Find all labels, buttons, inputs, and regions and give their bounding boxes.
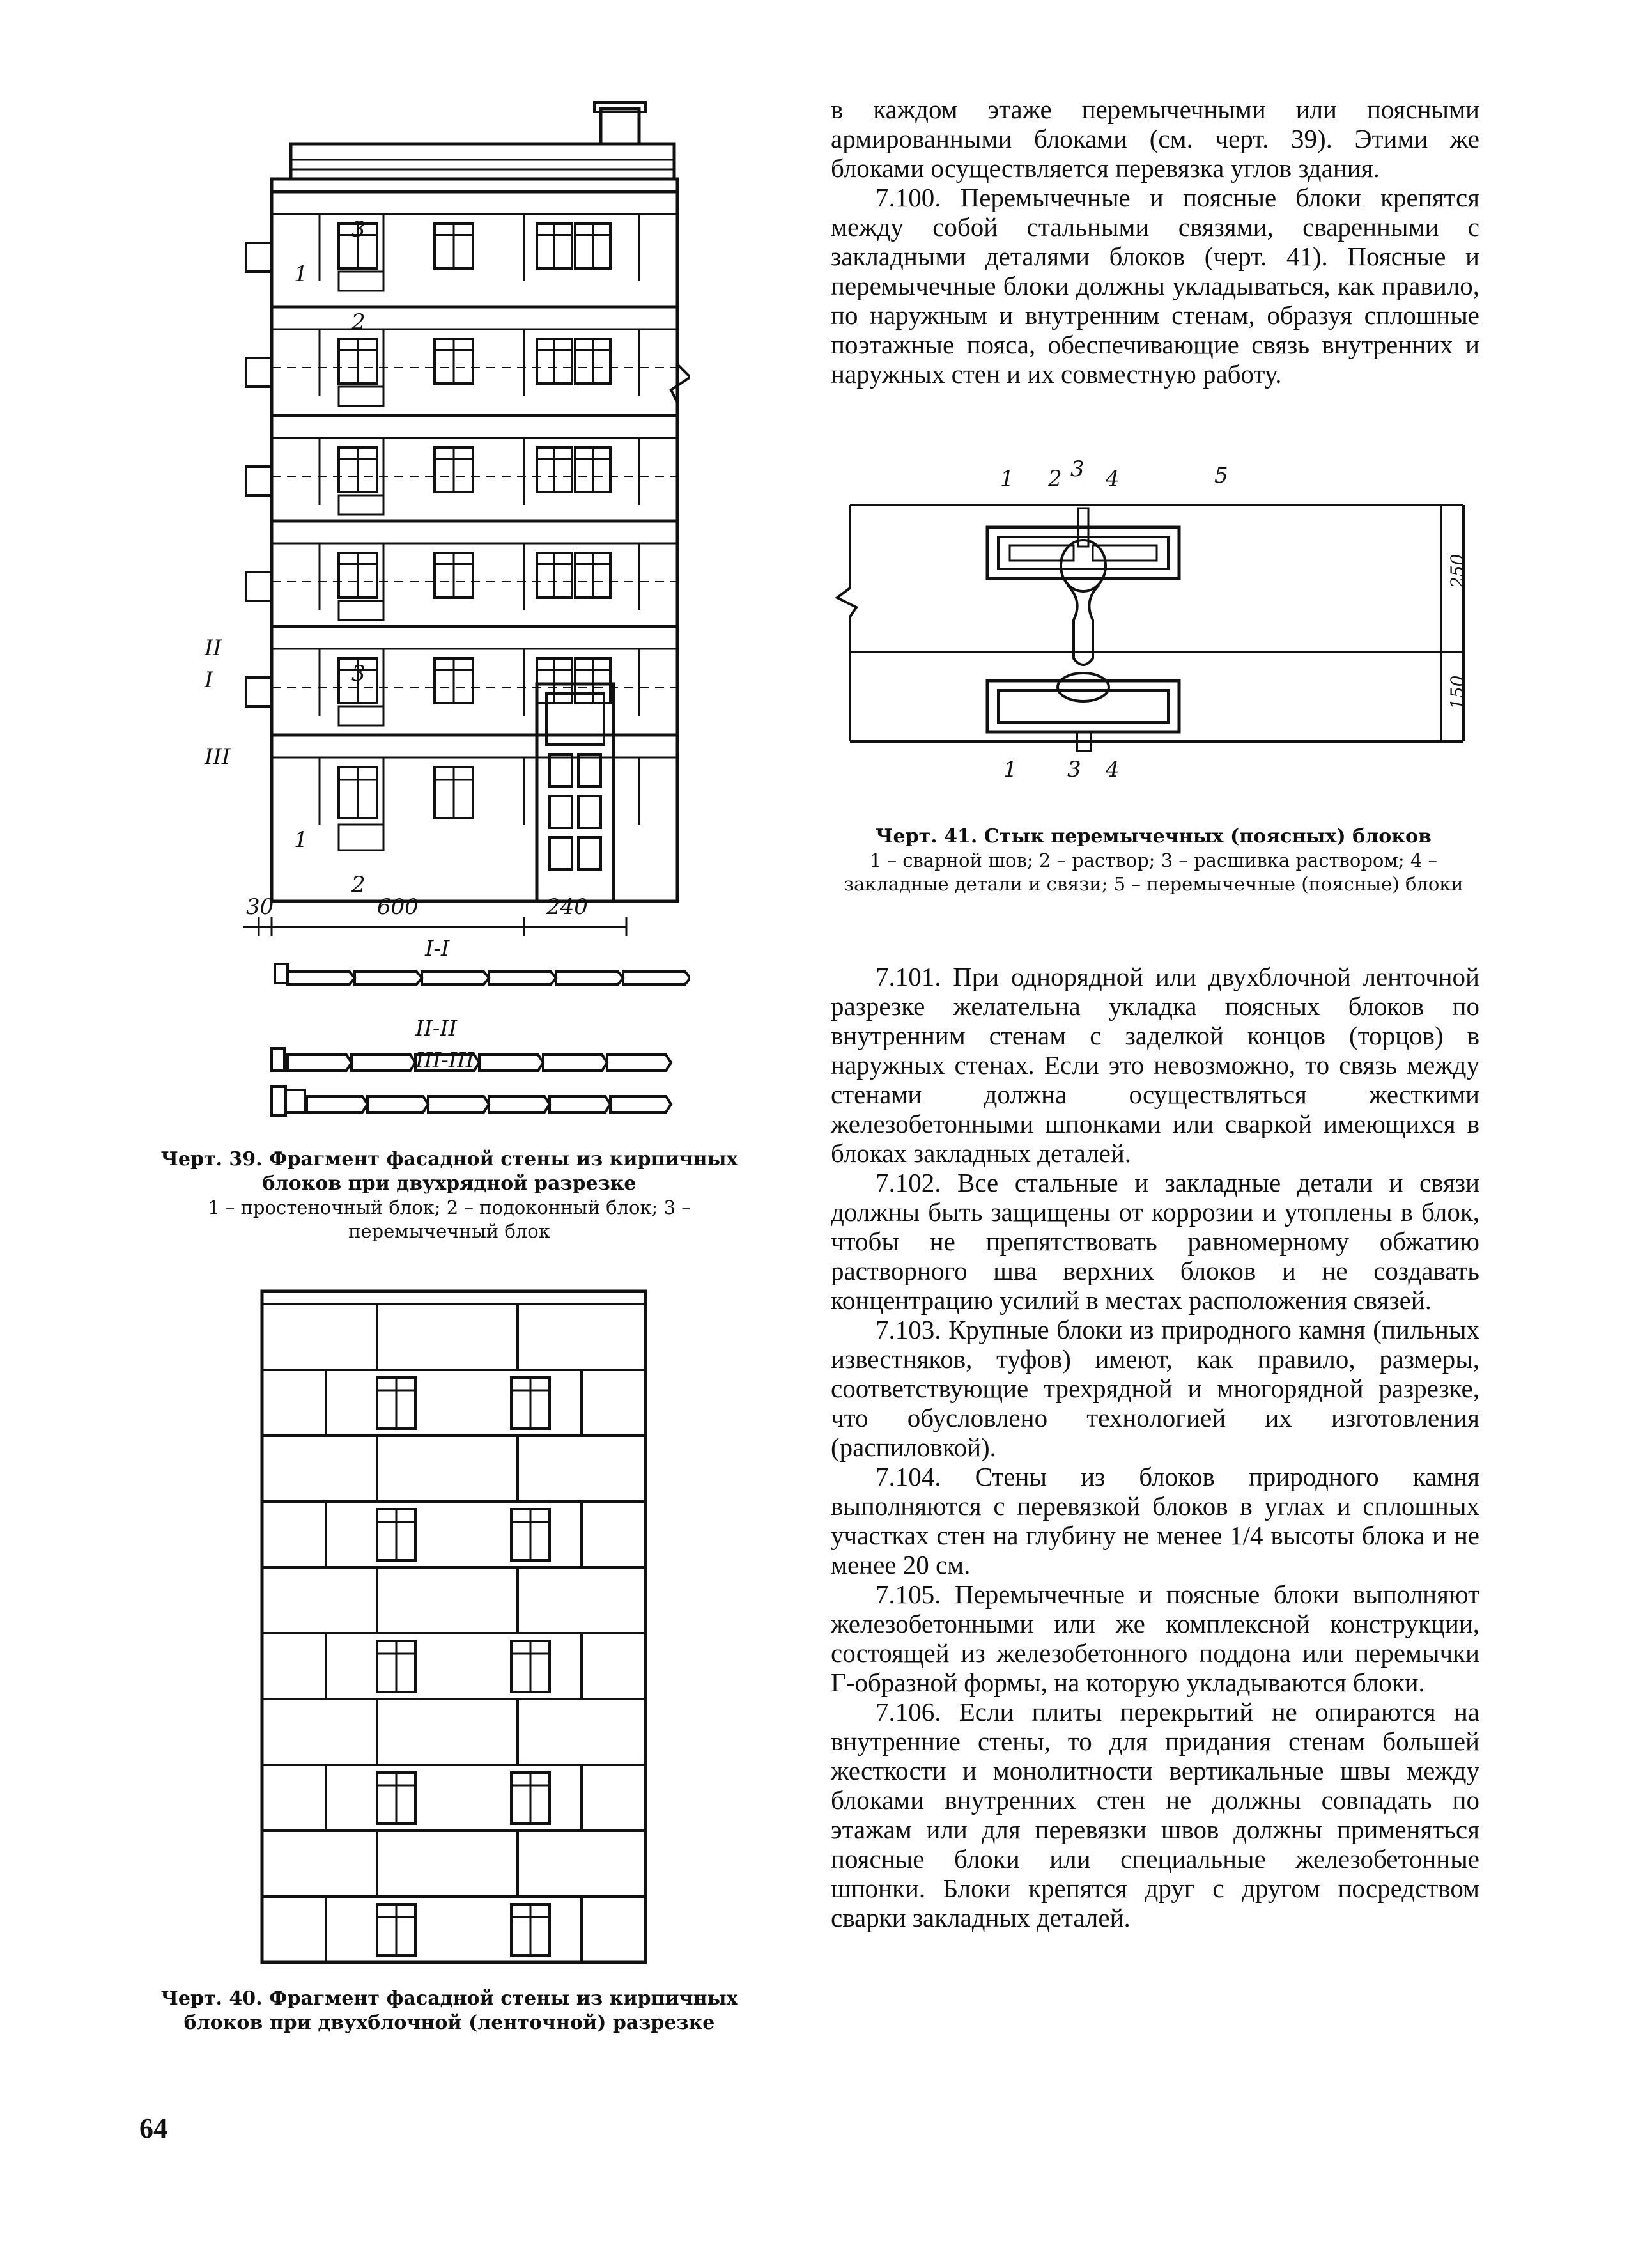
joint-label-2-top: 2: [1048, 466, 1062, 492]
section-II-II-title: II-II: [415, 1016, 458, 1041]
paragraph-intro: в каждом этаже перемычечными или поясными армированными блоками (см. черт. 39). Этими же блоками осуществляется перевязка углов здания.: [831, 95, 1479, 183]
label-block-2-bottom: 2: [351, 872, 366, 897]
dim-30: 30: [246, 894, 274, 920]
section-mark-III: III: [205, 744, 231, 770]
figure-39-facade: [192, 96, 690, 1093]
paragraph-7-106: 7.106. Если плиты перекрытий не опираются на внутренние стены, то для придания стенам большей жесткости и монолитности вертикальные швы между блоками внутренних стен не должны совпадать по этажам или для перевязки швов должны применяться поясные блоки или специальные железобетонные шпонки. Блоки крепятся друг с другом посредством сварки закладных деталей.: [831, 1697, 1479, 1932]
paragraph-7-102: 7.102. Все стальные и закладные детали и связи должны быть защищены от коррозии и утоплены в блок, чтобы не препятствовать равномерному обжатию растворного шва верхних блоков и не создавать концентрацию усилий в местах расположения связей.: [831, 1168, 1479, 1315]
figure-41-caption-legend: 1 – сварной шов; 2 – раствор; 3 – расшивка раствором; 4 – закладные детали и связи; 5 – перемычечные (поясные) блоки: [844, 850, 1463, 895]
figure-41-caption-title: Черт. 41. Стык перемычечных (поясных) блоков: [876, 825, 1432, 848]
label-block-3-bottom: 3: [351, 661, 366, 687]
label-block-2-top: 2: [351, 309, 366, 335]
joint-drawing-41: [831, 454, 1489, 793]
figure-40-facade: [243, 1285, 652, 1982]
section-mark-II: II: [205, 635, 222, 661]
joint-label-4-bottom: 4: [1106, 757, 1120, 782]
label-block-1-bottom: 1: [294, 827, 308, 853]
figure-41-caption: [824, 825, 1483, 896]
section-I-I-title: I-I: [425, 936, 450, 961]
joint-label-4-top: 4: [1106, 466, 1120, 492]
joint-dim-250: 250: [1447, 554, 1468, 588]
paragraph-7-103: 7.103. Крупные блоки из природного камня (пильных известняков, туфов) имеют, как правило, размеры, соответствующие трехрядной и многорядной разрезке, что обусловлено технологией их изготовления (распиловкой).: [831, 1315, 1479, 1462]
page-number: 64: [139, 2113, 167, 2144]
section-mark-I: I: [205, 667, 213, 693]
joint-label-1-bottom: 1: [1003, 757, 1017, 782]
paragraph-7-105: 7.105. Перемычечные и поясные блоки выполняют железобетонными или же комплексной конструкции, состоящей из железобетонного поддона или перемычки Г-образной формы, на которую укладываются блоки.: [831, 1580, 1479, 1697]
label-block-3-top: 3: [351, 217, 366, 242]
joint-label-3-bottom: 3: [1067, 757, 1081, 782]
figure-41-joint: [831, 454, 1489, 793]
figure-39-caption-legend: 1 – простеночный блок; 2 – подоконный блок; 3 – перемычечный блок: [208, 1197, 691, 1242]
figure-39-section-III: [256, 1048, 690, 1125]
dim-240: 240: [546, 894, 588, 920]
joint-dim-150: 150: [1447, 675, 1468, 710]
joint-label-3-top: 3: [1070, 456, 1085, 482]
figure-39-caption: [139, 1147, 759, 1243]
paragraph-7-101: 7.101. При однорядной или двухблочной ленточной разрезке желательна укладка поясных блоков по внутренним стенам с заделкой концов (торцов) в наружных стенах. Если это невозможно, то связь между стенами должна осуществляться жесткими железобетонными шпонками или сваркой имеющихся в блоках закладных деталей.: [831, 962, 1479, 1168]
joint-label-1-top: 1: [1000, 466, 1014, 492]
joint-label-5-top: 5: [1214, 463, 1228, 488]
dim-600: 600: [377, 894, 419, 920]
figure-39-caption-title: Черт. 39. Фрагмент фасадной стены из кирпичных блоков при двухрядной разрезке: [160, 1148, 738, 1195]
section-III-drawing: [256, 1048, 690, 1125]
paragraph-7-104: 7.104. Стены из блоков природного камня выполняются с перевязкой блоков в углах и сплошных участках стен на глубину не менее 1/4 высоты блока и не менее 20 см.: [831, 1462, 1479, 1580]
right-column-main: [831, 962, 1479, 1932]
section-III-III-title: III-III: [415, 1048, 475, 1073]
figure-40-caption-title: Черт. 40. Фрагмент фасадной стены из кирпичных блоков при двухблочной (ленточной) разрезке: [160, 1987, 738, 2034]
label-block-1-top: 1: [294, 261, 308, 287]
facade-drawing-40: [243, 1285, 652, 1982]
facade-drawing-39: [192, 96, 690, 1093]
paragraph-7-100: 7.100. Перемычечные и поясные блоки крепятся между собой стальными связями, сваренными с закладными деталями блоков (черт. 41). Поясные и перемычечные блоки должны укладываться, как правило, по наружным и внутренним стенам, образуя сплошные поэтажные пояса, обеспечивающие связь внутренних и наружных стен и их совместную работу.: [831, 183, 1479, 389]
right-column-top: [831, 95, 1479, 389]
figure-40-caption: [139, 1987, 759, 2035]
